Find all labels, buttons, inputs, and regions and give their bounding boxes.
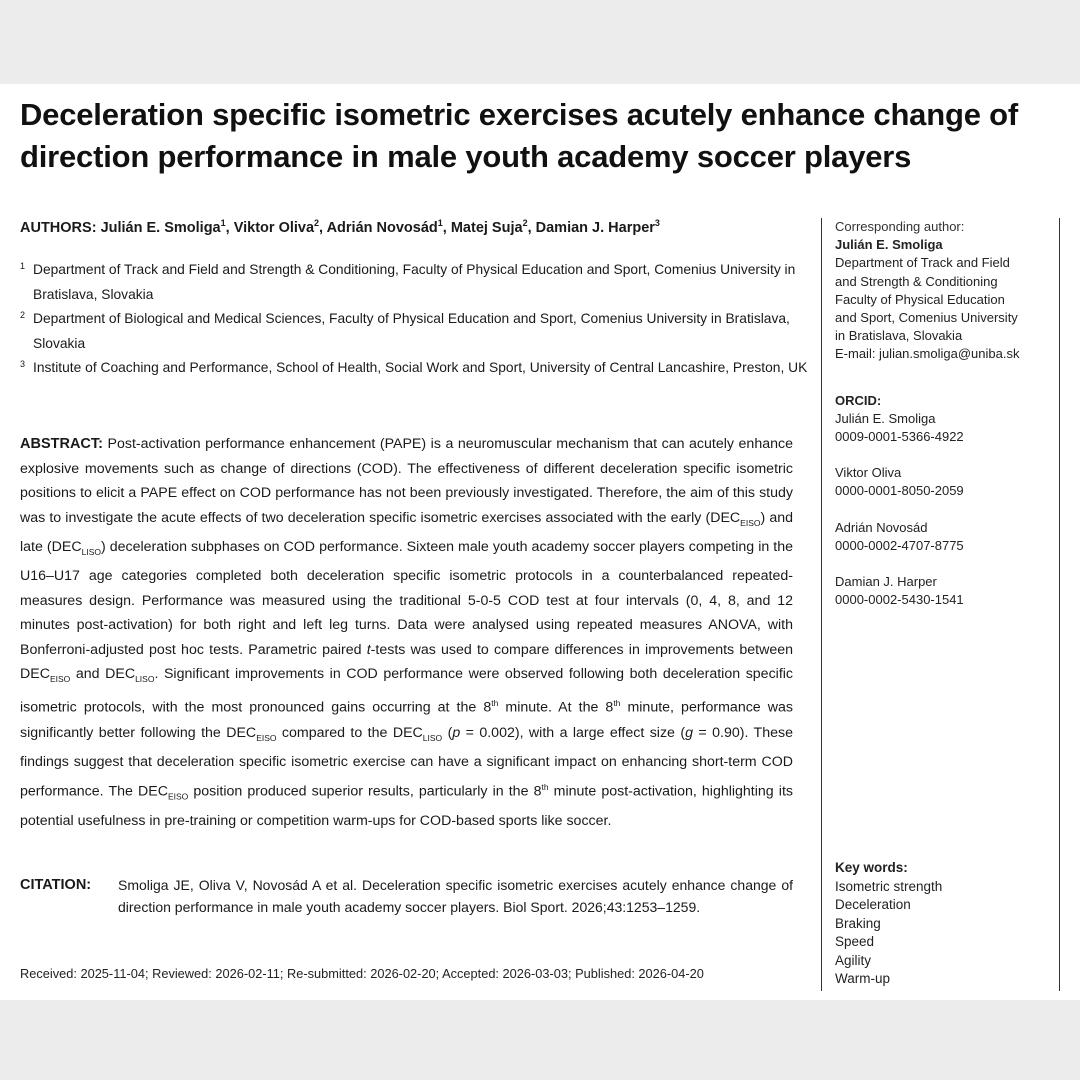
citation-text: Smoliga JE, Oliva V, Novosád A et al. Deceleration specific isometric exercises acutely enhance change of direction performance in male youth academy soccer players. Biol Sport. 2026;43:1253–1259. (118, 877, 793, 915)
orcid-id: 0000-0002-4707-8775 (835, 537, 964, 553)
article-title: Deceleration specific isometric exercises acutely enhance change of direction performance in male youth academy soccer players (20, 97, 1019, 174)
affiliation-item (20, 356, 810, 381)
orcid-name: Julián E. Smoliga (835, 410, 936, 426)
sidebar (835, 218, 1057, 627)
orcid-entry (835, 573, 1057, 609)
keyword: Isometric strength (835, 878, 943, 894)
authors-line: AUTHORS: Julián E. Smoliga$^1$, Viktor Oliva$^2$, Adrián Novosád$^1$, Matej Suja$^2$, Damian J. Harper$^3$ (20, 218, 660, 236)
author: Julián E. Smoliga (100, 219, 221, 236)
orcid-entry (835, 464, 1057, 500)
corresponding-author-label: Corresponding author: (835, 219, 965, 234)
orcid-name: Damian J. Harper (835, 574, 937, 590)
affiliation-number: 1 (20, 261, 26, 271)
abstract-text: Post-activation performance enhancement (PAPE) is a neuromuscular mechanism that can acutely enhance explosive movements such as change of directions (COD). The effectiveness of different deceleration specific isometric positions to elicit a PAPE effect on COD performance has not been previously investigated. Therefore, the aim of this study was to investigate the acute effects of two deceleration specific isometric exercises associated with the early ( (20, 436, 793, 526)
abstract-subscript: EISO (167, 791, 189, 802)
author: Viktor Oliva (233, 219, 315, 236)
affiliation-number: 3 (20, 359, 26, 369)
abstract-term: DEC (20, 666, 50, 683)
abstract-term: DEC (392, 724, 423, 741)
abstract-term: DEC (51, 538, 82, 555)
corresponding-author-name: Julián E. Smoliga (835, 237, 943, 253)
author-affiliation-mark: 2 (314, 218, 320, 228)
keywords (835, 859, 1057, 989)
corresponding-author-line: Faculty of Physical Education (835, 291, 1005, 307)
abstract-subscript: LISO (81, 546, 101, 557)
keyword: Speed (835, 934, 875, 949)
keyword: Deceleration (835, 897, 911, 912)
keyword: Agility (835, 952, 872, 968)
abstract-text: . Significant improvements in COD performance were observed following both deceleration specific isometric protocols, with the most pronounced gains occurring at the 8 (20, 666, 794, 717)
abstract-text: minute. At the 8 (498, 700, 614, 717)
affiliation-text: Department of Track and Field and Strength & Conditioning, Faculty of Physical Education and Sport, Comenius University in Bratislava, Slovakia (33, 262, 796, 302)
abstract-subscript: LISO (135, 673, 155, 684)
abstract (20, 432, 793, 833)
orcid-entry (835, 410, 1057, 446)
abstract-term: DEC (138, 783, 168, 800)
abstract-text: compared to the (276, 724, 393, 741)
keywords-title: Key words: (835, 860, 908, 875)
orcid-name: Adrián Novosád (835, 519, 928, 535)
abstract-text: minute, performance was significantly better following the (20, 700, 793, 741)
abstract-italic: p (452, 724, 461, 741)
author-affiliation-mark: 1 (437, 218, 443, 228)
corresponding-author-email: E-mail: julian.smoliga@uniba.sk (835, 346, 1020, 362)
author-affiliation-mark: 2 (522, 218, 528, 228)
author: Matej Suja (450, 219, 523, 236)
author-affiliation-mark: 3 (654, 218, 660, 228)
abstract-italic: g (685, 724, 693, 741)
abstract-text: position produced superior results, particularly in the 8 (188, 783, 542, 800)
abstract-label: ABSTRACT: (20, 436, 103, 452)
corresponding-author-line: and Sport, Comenius University (835, 310, 1018, 326)
abstract-text: and (70, 666, 106, 683)
orcid-id: 0000-0002-5430-1541 (835, 592, 964, 608)
keyword: Warm-up (835, 971, 891, 986)
affiliation-text: Institute of Coaching and Performance, School of Health, Social Work and Sport, University of Central Lancashire, Preston, UK (33, 360, 808, 375)
submission-dates: Received: 2025-11-04; Reviewed: 2026-02-11; Re-submitted: 2026-02-20; Accepted: 2026-03-03; Published: 2026-04-20 (20, 966, 704, 981)
orcid-name: Viktor Oliva (835, 465, 902, 481)
abstract-text: ) and late ( (20, 509, 793, 555)
abstract-text: -tests was used to compare differences in improvements between (370, 641, 793, 658)
article-page (0, 84, 1080, 1000)
corresponding-author-line: in Bratislava, Slovakia (835, 328, 963, 344)
abstract-superscript: th (491, 698, 499, 709)
affiliations (20, 258, 810, 381)
orcid-id: 0009-0001-5366-4922 (835, 429, 964, 445)
author-affiliation-mark: 1 (220, 218, 226, 228)
citation (20, 874, 793, 918)
affiliation-item (20, 258, 810, 307)
authors-label: AUTHORS: (20, 219, 97, 236)
abstract-term: DEC (105, 666, 136, 683)
abstract-text: = 0.002), with a large effect size ( (460, 724, 686, 741)
corresponding-author-line: Department of Track and Field (835, 255, 1010, 271)
abstract-term: DEC (710, 509, 741, 526)
orcid-id: 0000-0001-8050-2059 (835, 483, 964, 499)
abstract-text: minute post-activation, highlighting its potential usefulness in pre-training or competition warm-ups for COD-based sports like soccer. (20, 783, 793, 829)
abstract-text: = 0.90). These findings suggest that deceleration specific isometric exercise can have a significant impact on enhancing short-term COD performance. The (20, 724, 793, 800)
abstract-subscript: EISO (740, 517, 761, 528)
abstract-superscript: th (613, 698, 621, 709)
orcid-title: ORCID: (835, 392, 882, 408)
author: Damian J. Harper (535, 219, 655, 236)
abstract-superscript: th (541, 781, 549, 792)
abstract-italic: t (366, 641, 371, 658)
author: Adrián Novosád (326, 219, 438, 236)
sidebar-left-rule (821, 218, 822, 991)
affiliation-number: 2 (20, 310, 26, 320)
orcid-entry (835, 519, 1057, 555)
sidebar-right-rule (1059, 218, 1060, 991)
abstract-subscript: EISO (256, 732, 277, 743)
abstract-subscript: EISO (49, 673, 71, 684)
keyword: Braking (835, 915, 881, 931)
citation-label: CITATION: (20, 877, 92, 893)
abstract-text: ) deceleration subphases on COD performance. Sixteen male youth academy soccer players competing in the U16–U17 age categories completed both deceleration specific isometric protocols in a counterbalanced repeated-measures design. Performance was measured using the traditional 5-0-5 COD test at four intervals (0, 4, 8, and 12 minutes post-activation) for both right and left leg turns. Data were analysed using repeated measures ANOVA, with Bonferroni-adjusted post hoc tests. Parametric paired (20, 538, 793, 658)
affiliation-item (20, 307, 810, 356)
affiliation-text: Department of Biological and Medical Sciences, Faculty of Physical Education and Sport, Comenius University in Bratislava, Slovakia (33, 311, 790, 351)
abstract-subscript: LISO (422, 732, 443, 743)
abstract-text: ( (442, 724, 453, 741)
corresponding-author-line: and Strength & Conditioning (835, 273, 998, 289)
abstract-term: DEC (226, 724, 257, 741)
